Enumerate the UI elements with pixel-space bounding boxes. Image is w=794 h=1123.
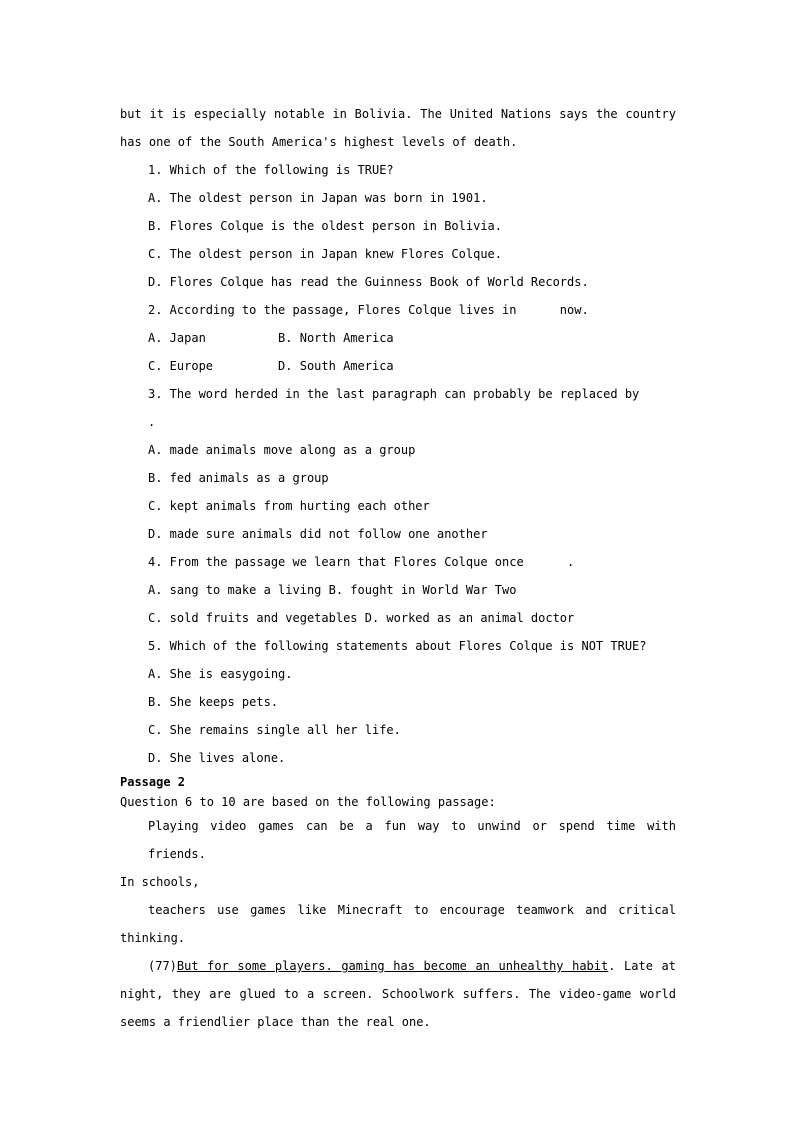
underlined-text: But for some players. gaming has become an unhealthy habit (176, 959, 609, 973)
question-5: 5. Which of the following statements about Flores Colque is NOT TRUE? (148, 639, 647, 653)
option-1b: B. Flores Colque is the oldest person in Bolivia. (148, 219, 503, 233)
passage-2-paragraph-line: thinking. (120, 931, 186, 945)
option-3d: D. made sure animals did not follow one another (148, 527, 488, 541)
question-3: 3. The word herded in the last paragraph can probably be replaced by . (148, 387, 676, 429)
option-3b: B. fed animals as a group (148, 471, 329, 485)
option-3c: C. kept animals from hurting each other (148, 499, 430, 513)
question-2: 2. According to the passage, Flores Colque lives in now. (148, 303, 589, 317)
text-line: has one of the South America's highest levels of death. (120, 135, 518, 149)
option-1d: D. Flores Colque has read the Guinness Book of World Records. (148, 275, 589, 289)
question-1: 1. Which of the following is TRUE? (148, 163, 394, 177)
passage-2-paragraph-line: seems a friendlier place than the real one. (120, 1015, 431, 1029)
option-5c: C. She remains single all her life. (148, 723, 401, 737)
passage-2-paragraph-line: Playing video games can be a fun way to unwind or spend time with friends. (148, 819, 684, 861)
text-line: but it is especially notable in Bolivia. The United Nations says the country (120, 107, 676, 121)
passage-2-heading: Passage 2 (120, 775, 186, 789)
options-2ab: A. Japan B. North America (148, 331, 394, 345)
option-5b: B. She keeps pets. (148, 695, 279, 709)
option-1c: C. The oldest person in Japan knew Flores Colque. (148, 247, 503, 261)
options-4ab: A. sang to make a living B. fought in World War Two (148, 583, 517, 597)
option-1a: A. The oldest person in Japan was born in 1901. (148, 191, 488, 205)
options-2cd: C. Europe D. South America (148, 359, 394, 373)
paragraph-text: . Late at (608, 959, 676, 973)
options-4cd: C. sold fruits and vegetables D. worked as an animal doctor (148, 611, 575, 625)
passage-2-intro: Question 6 to 10 are based on the following passage: (120, 795, 496, 809)
passage-2-paragraph-line: In schools, (120, 875, 200, 889)
passage-2-paragraph-line: night, they are glued to a screen. Schoolwork suffers. The video-game world (120, 987, 676, 1001)
option-5d: D. She lives alone. (148, 751, 286, 765)
question-4: 4. From the passage we learn that Flores Colque once . (148, 555, 575, 569)
option-3a: A. made animals move along as a group (148, 443, 416, 457)
passage-2-paragraph-line (120, 952, 676, 980)
passage-2-paragraph-line: teachers use games like Minecraft to encourage teamwork and critical (148, 903, 676, 917)
option-5a: A. She is easygoing. (148, 667, 293, 681)
marker-77: (77) (148, 959, 177, 973)
